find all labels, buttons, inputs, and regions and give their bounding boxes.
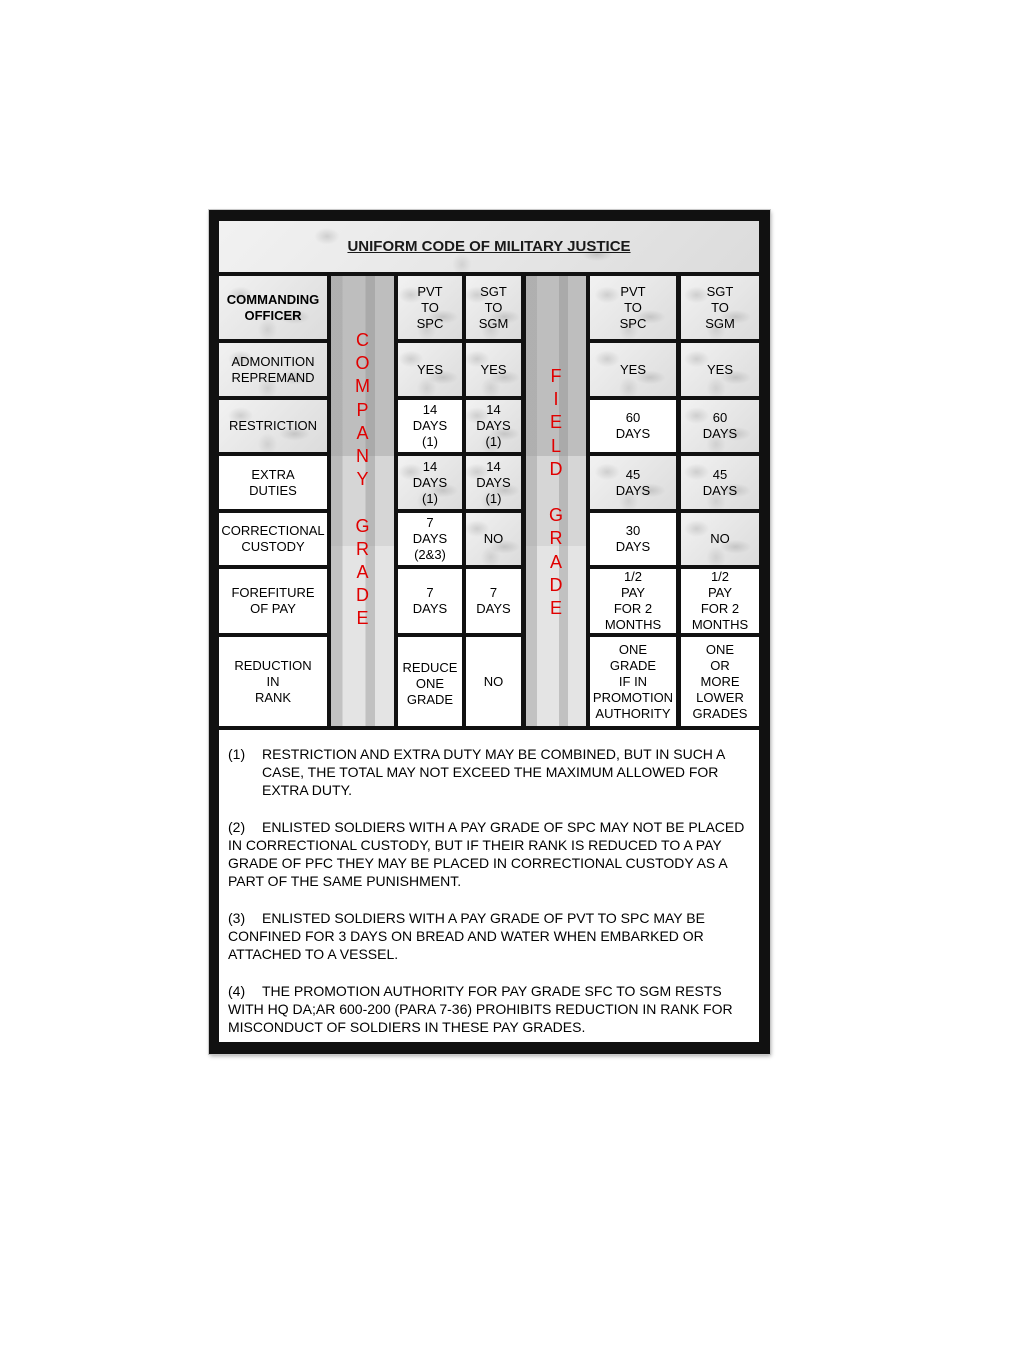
cell-correctional-field-pvt: 30 DAYS [590, 513, 676, 565]
cell-restriction-company-pvt: 14 DAYS (1) [398, 400, 462, 452]
note-3: (3) ENLISTED SOLDIERS WITH A PAY GRADE OF PVT TO SPC MAY BE CONFINED FOR 3 DAYS ON BREAD AND WATER WHEN EMBARKED OR ATTACHED TO A VESSEL. [228, 910, 705, 962]
note-1: (1) RESTRICTION AND EXTRA DUTY MAY BE COMBINED, BUT IN SUCH A CASE, THE TOTAL MAY NOT EXCEED THE MAXIMUM ALLOWED FOR EXTRA DUTY. [228, 746, 725, 798]
header-field-sgt-sgm: SGT TO SGM [681, 276, 759, 339]
cell-forfeiture-field-sgt: 1/2 PAY FOR 2 MONTHS [681, 569, 759, 633]
header-company-sgt-sgm: SGT TO SGM [466, 276, 521, 339]
cell-reduction-company-pvt: REDUCE ONE GRADE [398, 637, 462, 726]
cell-reduction-field-sgt: ONE OR MORE LOWER GRADES [681, 637, 759, 726]
cell-forfeiture-company-pvt: 7 DAYS [398, 569, 462, 633]
cell-restriction-field-sgt: 60 DAYS [681, 400, 759, 452]
cell-admonition-company-sgt: YES [466, 343, 521, 396]
cell-forfeiture-company-sgt: 7 DAYS [466, 569, 521, 633]
cell-correctional-field-sgt: NO [681, 513, 759, 565]
cell-admonition-field-pvt: YES [590, 343, 676, 396]
cell-reduction-field-pvt: ONE GRADE IF IN PROMOTION AUTHORITY [590, 637, 676, 726]
row-label-admonition: ADMONITION REPREMAND [219, 343, 327, 396]
cell-extra-duties-company-pvt: 14 DAYS (1) [398, 456, 462, 509]
note-2: (2) ENLISTED SOLDIERS WITH A PAY GRADE OF SPC MAY NOT BE PLACED IN CORRECTIONAL CUSTODY, BUT IF THEIR RANK IS REDUCED TO A PAY GRADE OF PFC THEY MAY BE PLACED IN CORRECTIONAL CUSTODY AS A PART OF THE SAME PUNISHMENT. [228, 819, 745, 889]
cell-extra-duties-field-sgt: 45 DAYS [681, 456, 759, 509]
header-field-pvt-spc: PVT TO SPC [590, 276, 676, 339]
cell-forfeiture-field-pvt: 1/2 PAY FOR 2 MONTHS [590, 569, 676, 633]
row-label-reduction-in-rank: REDUCTION IN RANK [219, 637, 327, 726]
field-grade-label: F I E L D G R A D E [548, 366, 563, 619]
cell-restriction-field-pvt: 60 DAYS [590, 400, 676, 452]
header-commanding-officer: COMMANDING OFFICER [219, 276, 327, 339]
cell-admonition-field-sgt: YES [681, 343, 759, 396]
row-label-forfeiture-of-pay: FOREFITURE OF PAY [219, 569, 327, 633]
notes [220, 745, 760, 1055]
header-company-pvt-spc: PVT TO SPC [398, 276, 462, 339]
row-label-restriction: RESTRICTION [219, 400, 327, 452]
row-label-extra-duties: EXTRA DUTIES [219, 456, 327, 509]
cell-admonition-company-pvt: YES [398, 343, 462, 396]
note-4: (4) THE PROMOTION AUTHORITY FOR PAY GRADE SFC TO SGM RESTS WITH HQ DA;AR 600-200 (PARA 7-36) PROHIBITS REDUCTION IN RANK FOR MISCONDUCT OF SOLDIERS IN THESE PAY GRADES. [228, 983, 733, 1035]
cell-extra-duties-company-sgt: 14 DAYS (1) [466, 456, 521, 509]
cell-correctional-company-sgt: NO [466, 513, 521, 565]
cell-restriction-company-sgt: 14 DAYS (1) [466, 400, 521, 452]
cell-correctional-company-pvt: 7 DAYS (2&3) [398, 513, 462, 565]
cell-extra-duties-field-pvt: 45 DAYS [590, 456, 676, 509]
cell-reduction-company-sgt: NO [466, 637, 521, 726]
company-grade-label: C O M P A N Y G R A D E [355, 330, 370, 629]
row-label-correctional-custody: CORRECTIONAL CUSTODY [219, 513, 327, 565]
page-title: UNIFORM CODE OF MILITARY JUSTICE [219, 221, 759, 272]
